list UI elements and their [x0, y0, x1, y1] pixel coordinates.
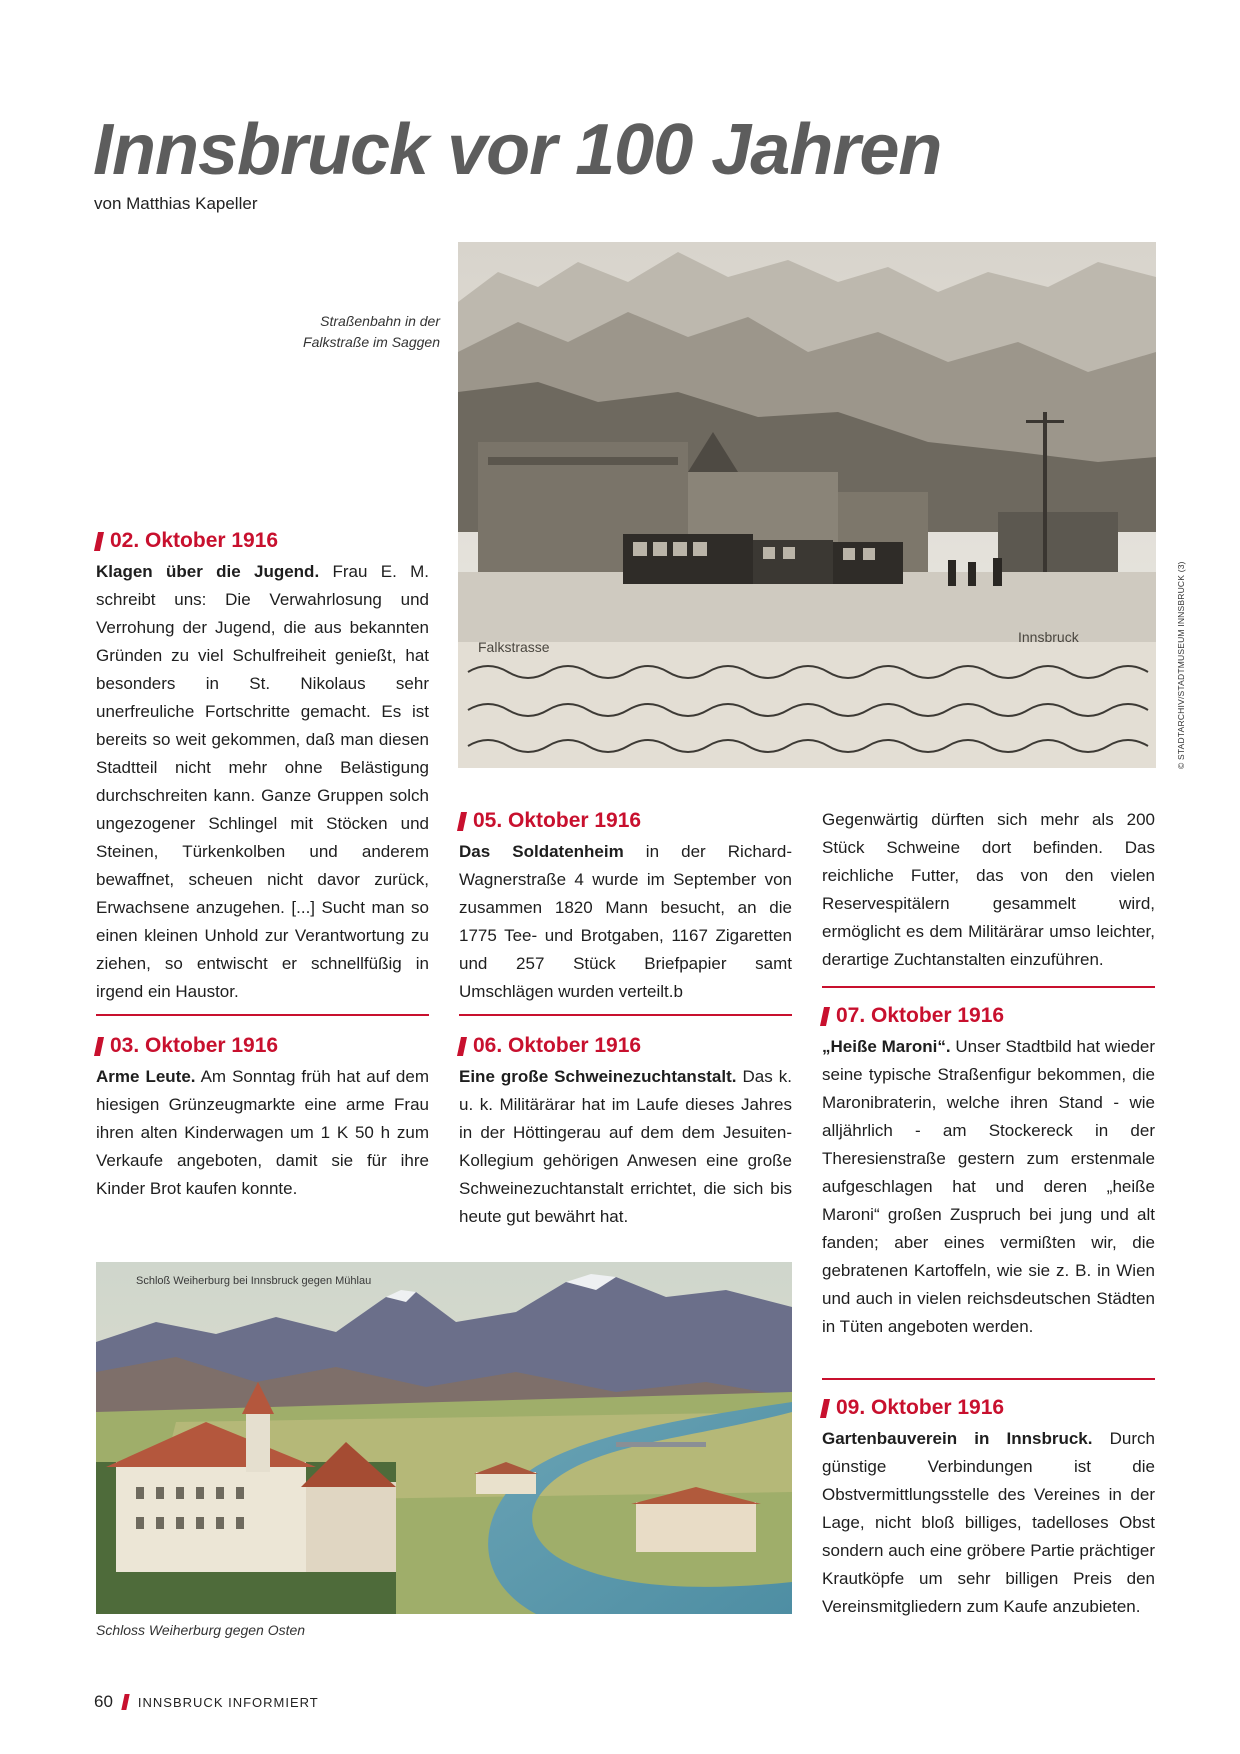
- tram-label-left: Falkstrasse: [478, 639, 550, 655]
- entry-headline: Klagen über die Jugend.: [96, 562, 320, 581]
- tram-caption-line2: Falkstraße im Saggen: [303, 334, 440, 350]
- entry-date: [96, 1031, 429, 1061]
- entry-date: [96, 526, 429, 556]
- entry-body: [459, 1063, 792, 1231]
- entry-date-text: 03. Oktober 1916: [110, 1034, 279, 1057]
- entry-05-oktober: [459, 806, 792, 1006]
- entry-text: Unser Stadtbild hat wieder seine typische Straßenfigur bekommen, die Maronibraterin, welche ihren Stand - wie alljährlich - am Stockereck in der Theresienstraße gestern zum erstenmale aufgeschlagen hat und deren „heiße Maroni“ großen Zuspruch bei jung und alt fanden; aber eines vermißten wir, die gebratenen Kartoffeln, wie sie z. B. in Wien und auch in vielen reichsdeutschen Städten in Tüten angeboten werden.: [822, 1037, 1156, 1336]
- entry-headline: Arme Leute.: [96, 1067, 196, 1086]
- tram-label-right: Innsbruck: [1018, 629, 1079, 645]
- entry-body: [822, 1033, 1155, 1341]
- tram-photo-caption: [280, 311, 440, 353]
- red-slash-icon: [820, 1007, 830, 1026]
- entry-date: [822, 1001, 1155, 1031]
- entry-date-text: 05. Oktober 1916: [473, 809, 642, 832]
- entry-continuation: Gegenwärtig dürften sich mehr als 200 Stück Schweine dort befinden. Das reichliche Futter, das von den vielen Reservespitälern gesammelt wird, ermöglicht es dem Militärärar umso leichter, derartige Zuchtanstalten einzuführen.: [822, 810, 1155, 969]
- entry-text: in der Richard-Wagnerstraße 4 wurde im September von zusammen 1820 Mann besucht, an die 1775 Tee- und Brotgaben, 1167 Zigaretten und 257 Stück Briefpapier samt Umschlägen wurden verteilt.b: [459, 842, 792, 1001]
- entry-text: Frau E. M. schreibt uns: Die Verwahrlosung und Verrohung der Jugend, die aus bekannten Gründen zu viel Schulfreiheit genießt, hat besonders in St. Nikolaus sehr unerfreuliche Fortschritte gemacht. Es ist bereits so weit gekommen, daß man diesen Stadtteil nicht mehr ohne Belästigung durchschreiten kann. Ganze Gruppen solch ungezogener Schlingel mit Stöcken und Steinen, Türkenkolben und anderem bewaffnet, scheuen nicht davor zurück, Erwachsene anzugehen. [...] Sucht man so einen kleinen Unhold zur Verantwortung zu ziehen, so entwischt er schnellfüßig in irgend ein Haustor.: [96, 562, 429, 1001]
- entry-09-oktober: [822, 1393, 1155, 1621]
- red-slash-icon: [457, 812, 467, 831]
- divider-rule: [822, 1378, 1155, 1380]
- entry-body: [459, 838, 792, 1006]
- entry-date-text: 07. Oktober 1916: [836, 1004, 1005, 1027]
- entry-text: Das k. u. k. Militärärar hat im Laufe dieses Jahres in der Höttingerau auf dem dem Jesuiten-Kollegium gehörigen Anwesen eine große Schweinezuchtanstalt errichtet, die sich bis heute gut bewährt hat.: [459, 1067, 793, 1226]
- entry-date: [459, 806, 792, 836]
- postcard-label: Schloß Weiherburg bei Innsbruck gegen Mühlau: [136, 1275, 372, 1287]
- entry-headline: Das Soldatenheim: [459, 842, 624, 861]
- photo-credit: © STADTARCHIV/STADTMUSEUM INNSBRUCK (3): [1176, 561, 1186, 769]
- castle-photo-caption: Schloss Weiherburg gegen Osten: [96, 1622, 306, 1638]
- entry-06-oktober: [459, 1031, 792, 1231]
- divider-rule: [459, 1014, 792, 1016]
- red-slash-icon: [94, 532, 104, 551]
- entry-headline: „Heiße Maroni“.: [822, 1037, 951, 1056]
- tram-caption-line1: Straßenbahn in der: [320, 313, 440, 329]
- entry-body: [822, 1425, 1155, 1621]
- entry-date: [459, 1031, 792, 1061]
- page-footer: [94, 1692, 319, 1712]
- castle-photo-illustration: [96, 1262, 792, 1614]
- entry-07-oktober: [822, 1001, 1155, 1341]
- publication-name: INNSBRUCK INFORMIERT: [137, 1694, 319, 1710]
- page-title: Innsbruck vor 100 Jahren: [93, 110, 942, 190]
- entry-date-text: 09. Oktober 1916: [836, 1396, 1005, 1419]
- entry-date-text: 06. Oktober 1916: [473, 1034, 642, 1057]
- entry-date-text: 02. Oktober 1916: [110, 529, 279, 552]
- red-slash-icon: [94, 1037, 104, 1056]
- entry-text: Am Sonntag früh hat auf dem hiesigen Grünzeugmarkte eine arme Frau ihren alten Kinderwagen um 1 K 50 h zum Verkaufe angeboten, damit sie für ihre Kinder Brot kaufen konnte.: [96, 1067, 430, 1198]
- entry-06-oktober-continued: [822, 806, 1155, 974]
- entry-02-oktober: [96, 526, 429, 1006]
- castle-photo: [96, 1262, 792, 1614]
- divider-rule: [822, 986, 1155, 988]
- red-slash-icon: [457, 1037, 467, 1056]
- tram-photo-illustration: [458, 242, 1156, 768]
- entry-body: [96, 558, 429, 1006]
- page-number: 60: [94, 1692, 113, 1711]
- entry-text: Durch günstige Verbindungen ist die Obstvermittlungsstelle des Vereines in der Lage, nicht bloß billiges, tadelloses Obst sondern auch eine gröbere Partie prächtiger Krautköpfe um sehr billigen Preis den Vereinsmitgliedern zum Kaufe anzubieten.: [822, 1429, 1156, 1616]
- entry-headline: Gartenbauverein in Innsbruck.: [822, 1429, 1093, 1448]
- entry-body: [96, 1063, 429, 1203]
- entry-headline: Eine große Schweinezuchtanstalt.: [459, 1067, 737, 1086]
- entry-03-oktober: [96, 1031, 429, 1203]
- tram-photo: [458, 242, 1156, 768]
- entry-date: [822, 1393, 1155, 1423]
- red-slash-icon: [820, 1399, 830, 1418]
- red-slash-icon: [121, 1694, 129, 1710]
- divider-rule: [96, 1014, 429, 1016]
- author-byline: von Matthias Kapeller: [94, 194, 258, 213]
